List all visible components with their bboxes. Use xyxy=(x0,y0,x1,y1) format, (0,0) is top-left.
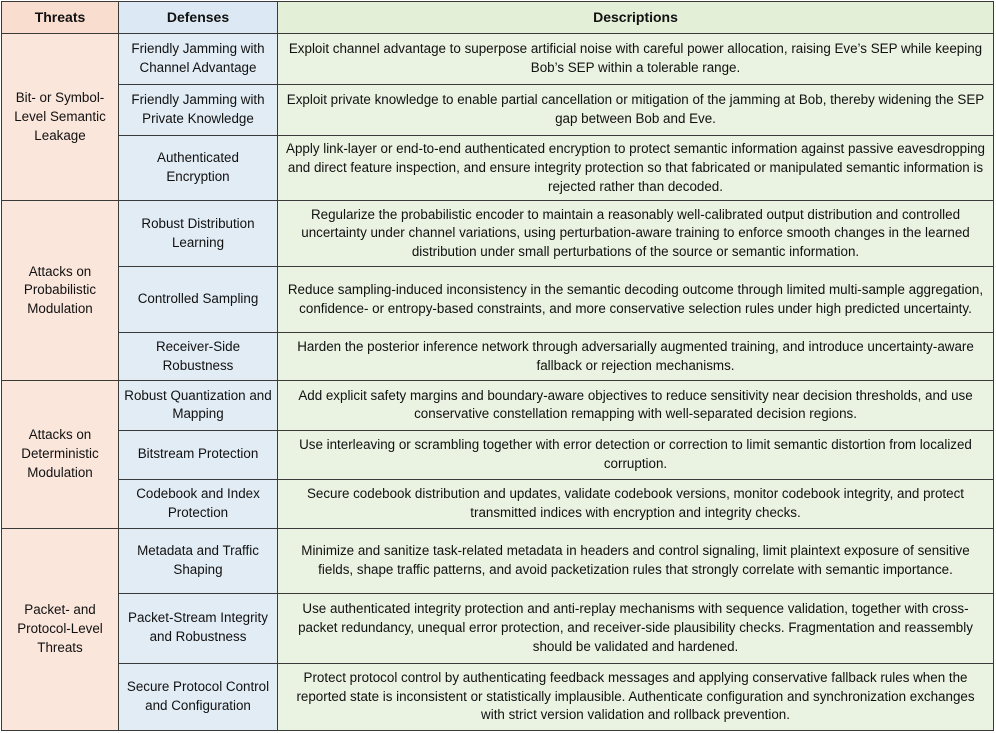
description-cell: Secure codebook distribution and updates, validate codebook versions, monitor codebook integrity, and protect transmitted indices with encryption and integrity checks. xyxy=(278,479,994,528)
description-cell: Add explicit safety margins and boundary-aware objectives to reduce sensitivity near decision thresholds, and use conservative constellation remapping with well-separated decision regions. xyxy=(278,381,994,430)
description-cell: Exploit channel advantage to superpose artificial noise with careful power allocation, raising Eve’s SEP while keeping Bob’s SEP within a tolerable range. xyxy=(278,34,994,85)
defense-cell: Bitstream Protection xyxy=(119,430,278,479)
threat-cell: Bit- or Symbol-Level Semantic Leakage xyxy=(2,34,119,201)
defense-cell: Friendly Jamming with Channel Advantage xyxy=(119,34,278,85)
header-row xyxy=(2,2,994,34)
table-row xyxy=(2,85,994,136)
description-cell: Protect protocol control by authenticating feedback messages and applying conservative fallback rules when the reported state is inconsistent or statistically implausible. Authenticate configuration and synchronization exchanges with strict version validation and rollback prevention. xyxy=(278,663,994,730)
defense-cell: Metadata and Traffic Shaping xyxy=(119,528,278,593)
table-row xyxy=(2,201,994,267)
table-row xyxy=(2,479,994,528)
defense-cell: Controlled Sampling xyxy=(119,267,278,333)
description-cell: Use interleaving or scrambling together with error detection or correction to limit semantic distortion from localized corruption. xyxy=(278,430,994,479)
defense-cell: Robust Quantization and Mapping xyxy=(119,381,278,430)
defense-cell: Codebook and Index Protection xyxy=(119,479,278,528)
table-row xyxy=(2,136,994,201)
defenses-column-header: Defenses xyxy=(119,2,278,34)
defense-cell: Receiver-Side Robustness xyxy=(119,333,278,381)
description-cell: Use authenticated integrity protection and anti-replay mechanisms with sequence validation, together with cross-packet redundancy, unequal error protection, and receiver-side plausibility checks. Fragmentation and reassembly should be validated and hardened. xyxy=(278,593,994,663)
description-cell: Reduce sampling-induced inconsistency in the semantic decoding outcome through limited multi-sample aggregation, confidence- or entropy-based constraints, and more conservative selection rules under high predicted uncertainty. xyxy=(278,267,994,333)
defense-cell: Robust Distribution Learning xyxy=(119,201,278,267)
table-row xyxy=(2,34,994,85)
defense-cell: Friendly Jamming with Private Knowledge xyxy=(119,85,278,136)
table-row xyxy=(2,430,994,479)
description-cell: Regularize the probabilistic encoder to maintain a reasonably well-calibrated output distribution and controlled uncertainty under channel variations, using perturbation-aware training to enforce smooth changes in the learned distribution under small perturbations of the source or semantic information. xyxy=(278,201,994,267)
threat-cell: Attacks on Deterministic Modulation xyxy=(2,381,119,528)
description-cell: Apply link-layer or end-to-end authenticated encryption to protect semantic information against passive eavesdropping and direct feature inspection, and ensure integrity protection so that fabricated or manipulated semantic information is rejected rather than decoded. xyxy=(278,136,994,201)
threat-cell: Packet- and Protocol-Level Threats xyxy=(2,528,119,730)
defense-cell: Secure Protocol Control and Configuration xyxy=(119,663,278,730)
defense-cell: Authenticated Encryption xyxy=(119,136,278,201)
description-cell: Harden the posterior inference network through adversarially augmented training, and introduce uncertainty-aware fallback or rejection mechanisms. xyxy=(278,333,994,381)
descriptions-column-header: Descriptions xyxy=(278,2,994,34)
description-cell: Minimize and sanitize task-related metadata in headers and control signaling, limit plaintext exposure of sensitive fields, shape traffic patterns, and avoid packetization rules that strongly correlate with semantic importance. xyxy=(278,528,994,593)
table-row xyxy=(2,528,994,593)
threats-column-header: Threats xyxy=(2,2,119,34)
threat-defense-table xyxy=(1,1,994,731)
table-row xyxy=(2,593,994,663)
threat-cell: Attacks on Probabilistic Modulation xyxy=(2,201,119,381)
table-row xyxy=(2,267,994,333)
table-row xyxy=(2,663,994,730)
description-cell: Exploit private knowledge to enable partial cancellation or mitigation of the jamming at Bob, thereby widening the SEP gap between Bob and Eve. xyxy=(278,85,994,136)
defense-cell: Packet-Stream Integrity and Robustness xyxy=(119,593,278,663)
table-row xyxy=(2,333,994,381)
table-row xyxy=(2,381,994,430)
